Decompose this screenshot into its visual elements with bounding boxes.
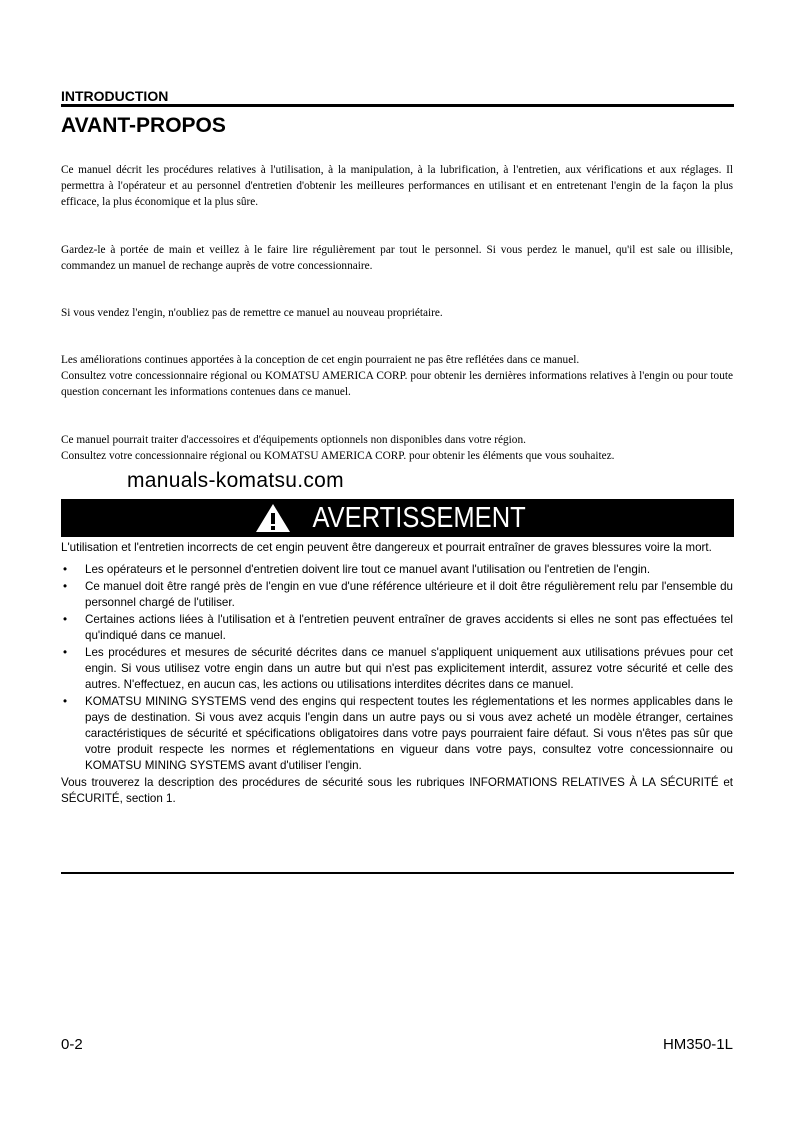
paragraph-text: Ce manuel décrit les procédures relatives à l'utilisation, à la manipulation, à la lubrification, à l'entretien, aux vérifications et aux réglages. Il permettra à l'opérateur et au personnel d'entretien d'obtenir les meilleures performances en utilisant et en entretenant l'engin de la façon la plus efficace, la plus économique et la plus sûre. <box>61 164 733 208</box>
paragraph-text: Consultez votre concessionnaire régional ou KOMATSU AMERICA CORP. pour obtenir les dernières informations relatives à l'engin ou pour toute question concernant les informations contenues dans ce manuel. <box>61 370 733 398</box>
list-item-text: Ce manuel doit être rangé près de l'engin en vue d'une référence ultérieure et il doit être régulièrement relu par l'ensemble du personnel chargé de l'utiliser. <box>85 580 733 609</box>
list-item-text: Les opérateurs et le personnel d'entretien doivent lire tout ce manuel avant l'utilisation ou l'entretien de l'engin. <box>85 563 651 576</box>
paragraph-text: Les améliorations continues apportées à la conception de cet engin pourraient ne pas être reflétées dans ce manuel. <box>61 354 580 366</box>
warning-outro: Vous trouverez la description des procédures de sécurité sous les rubriques INFORMATIONS RELATIVES À LA SÉCURITÉ et SÉCURITÉ, section 1. <box>61 776 733 805</box>
paragraph-4 <box>61 352 733 400</box>
paragraph-1 <box>61 162 733 210</box>
paragraph-2 <box>61 242 733 274</box>
model-number: HM350-1L <box>662 1036 733 1053</box>
warning-list <box>61 562 733 774</box>
paragraph-text: Consultez votre concessionnaire régional ou KOMATSU AMERICA CORP. pour obtenir les éléments que vous souhaitez. <box>61 450 615 462</box>
list-item <box>61 579 733 611</box>
list-item <box>61 694 733 774</box>
bullet: • <box>63 695 68 708</box>
list-item-text: KOMATSU MINING SYSTEMS vend des engins qui respectent toutes les réglementations et les normes applicables dans le pays de destination. Si vous avez acquis l'engin dans un autre pays ou si vous avez acheté un modèle étranger, certaines caractéristiques de sécurité et spécifications obligatoires dans votre pays pourraient faire défaut. Si vous n'êtes pas sûr que votre produit respecte les normes et réglementations en vigueur dans votre pays, consultez votre concessionnaire ou KOMATSU MINING SYSTEMS avant d'utiliser l'engin. <box>85 695 733 772</box>
warning-body <box>61 540 733 807</box>
warning-bottom-rule <box>61 872 734 874</box>
warning-intro: L'utilisation et l'entretien incorrects de cet engin peuvent être dangereux et pourrait entraîner de graves blessures voire la mort. <box>61 541 712 554</box>
paragraph-text: Ce manuel pourrait traiter d'accessoires et d'équipements optionnels non disponibles dans votre région. <box>61 434 526 446</box>
bullet: • <box>63 563 68 576</box>
list-item <box>61 612 733 644</box>
section-header: INTRODUCTION <box>61 88 169 104</box>
bullet: • <box>63 613 68 626</box>
list-item-text: Certaines actions liées à l'utilisation et à l'entretien peuvent entraîner de graves accidents si elles ne sont pas effectuées tel qu'indiqué dans ce manuel. <box>85 613 733 642</box>
page-number: 0-2 <box>61 1036 83 1053</box>
warning-title: AVERTISSEMENT <box>312 501 527 534</box>
paragraph-3 <box>61 305 733 321</box>
bullet: • <box>63 580 68 593</box>
warning-triangle-icon <box>254 502 292 534</box>
warning-banner <box>61 499 734 537</box>
page-title: AVANT-PROPOS <box>61 114 226 137</box>
paragraph-5 <box>61 432 733 464</box>
watermark: manuals-komatsu.com <box>127 469 344 492</box>
paragraph-text: Si vous vendez l'engin, n'oubliez pas de remettre ce manuel au nouveau propriétaire. <box>61 307 443 319</box>
list-item <box>61 645 733 693</box>
header-rule <box>61 104 734 107</box>
list-item <box>61 562 733 578</box>
list-item-text: Les procédures et mesures de sécurité décrites dans ce manuel s'appliquent uniquement aux utilisations prévues pour cet engin. Si vous utilisez votre engin dans un autre but qui n'est pas explicitement interdit, assurez votre sécurité et celle des autres. N'effectuez, en aucun cas, les actions ou utilisations interdites décrites dans ce manuel. <box>85 646 733 691</box>
bullet: • <box>63 646 68 659</box>
paragraph-text: Gardez-le à portée de main et veillez à le faire lire régulièrement par tout le personnel. Si vous perdez le manuel, qu'il est sale ou illisible, commandez un manuel de rechange auprès de votre concessionnaire. <box>61 244 733 272</box>
